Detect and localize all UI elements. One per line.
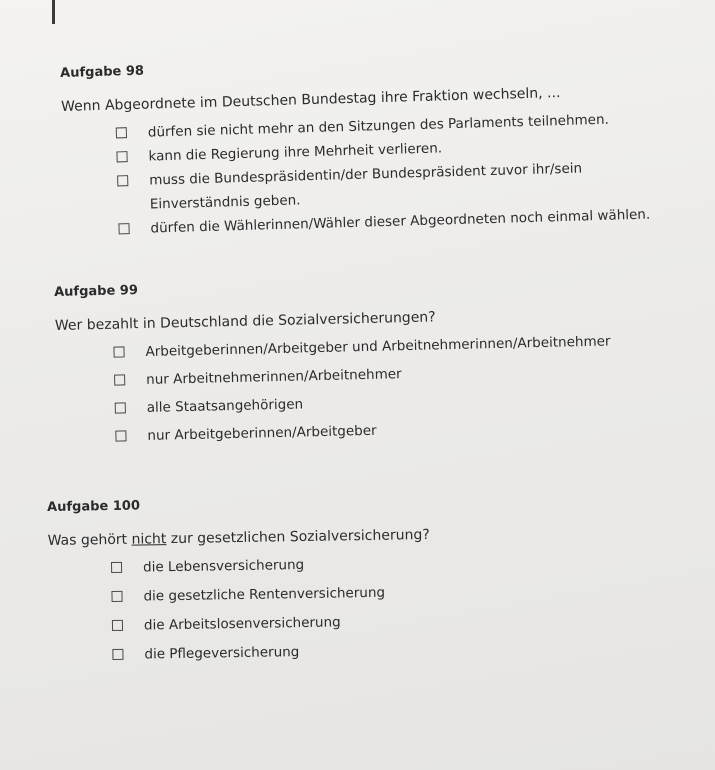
checkbox[interactable] xyxy=(116,127,127,138)
checkbox[interactable] xyxy=(112,620,123,631)
question-text: Wenn Abgeordnete im Deutschen Bundestag ihre Fraktion wechseln, ... xyxy=(60,85,561,115)
task-title: Aufgabe 98 xyxy=(60,63,145,81)
question-text-start: Was gehört xyxy=(47,531,132,549)
task-title: Aufgabe 99 xyxy=(54,283,139,300)
option-label: die Arbeitslosenversicherung xyxy=(143,614,341,634)
question-text: Wer bezahlt in Deutschland die Sozialversicherungen? xyxy=(54,309,436,334)
answer-option-1[interactable] xyxy=(145,332,610,361)
checkbox[interactable] xyxy=(117,175,128,186)
question-text xyxy=(48,527,430,549)
option-label: die Lebensversicherung xyxy=(142,556,305,576)
option-label: nur Arbeitgeberinnen/Arbeitgeber xyxy=(147,422,377,444)
option-label: dürfen die Wählerinnen/Wähler dieser Abgeordneten noch einmal wählen. xyxy=(150,206,651,237)
option-label: die gesetzliche Rentenversicherung xyxy=(143,584,386,605)
answer-option-4[interactable] xyxy=(147,416,612,445)
checkbox[interactable] xyxy=(111,562,122,573)
answer-option-1[interactable] xyxy=(143,554,430,577)
answer-option-3[interactable] xyxy=(147,388,612,417)
answer-options xyxy=(148,110,651,238)
checkbox[interactable] xyxy=(116,151,127,162)
checkbox[interactable] xyxy=(112,649,123,660)
answer-option-2[interactable] xyxy=(143,583,430,606)
option-label: nur Arbeitnehmerinnen/Arbeitnehmer xyxy=(145,366,402,388)
question-emphasis: nicht xyxy=(131,531,167,548)
task-title: Aufgabe 100 xyxy=(47,498,141,515)
checkbox[interactable] xyxy=(115,402,126,413)
question-text-end: zur gesetzlichen Sozialversicherung? xyxy=(166,526,430,548)
task-100 xyxy=(47,494,432,676)
checkbox[interactable] xyxy=(115,430,126,441)
option-label: muss die Bundespräsidentin/der Bundespräsident zuvor ihr/sein xyxy=(149,160,583,189)
option-label: die Pflegeversicherung xyxy=(144,644,300,663)
answer-option-3[interactable] xyxy=(144,612,431,635)
task-98 xyxy=(60,50,651,246)
option-label: Arbeitgeberinnen/Arbeitgeber und Arbeitnehmerinnen/Arbeitnehmer xyxy=(145,333,611,360)
answer-options xyxy=(143,554,432,663)
option-label: alle Staatsangehörigen xyxy=(146,396,304,416)
answer-option-4[interactable] xyxy=(144,641,431,664)
checkbox[interactable] xyxy=(114,374,125,385)
checkbox[interactable] xyxy=(111,591,122,602)
page-edge-mark xyxy=(52,0,55,24)
checkbox[interactable] xyxy=(118,223,129,234)
option-label: Einverständnis geben. xyxy=(149,192,301,213)
option-label: dürfen sie nicht mehr an den Sitzungen des Parlaments teilnehmen. xyxy=(147,111,610,141)
checkbox[interactable] xyxy=(113,346,124,357)
task-99 xyxy=(54,272,613,457)
option-label: kann die Regierung ihre Mehrheit verlieren. xyxy=(148,140,443,165)
answer-option-2[interactable] xyxy=(146,360,611,389)
answer-options xyxy=(145,332,612,445)
